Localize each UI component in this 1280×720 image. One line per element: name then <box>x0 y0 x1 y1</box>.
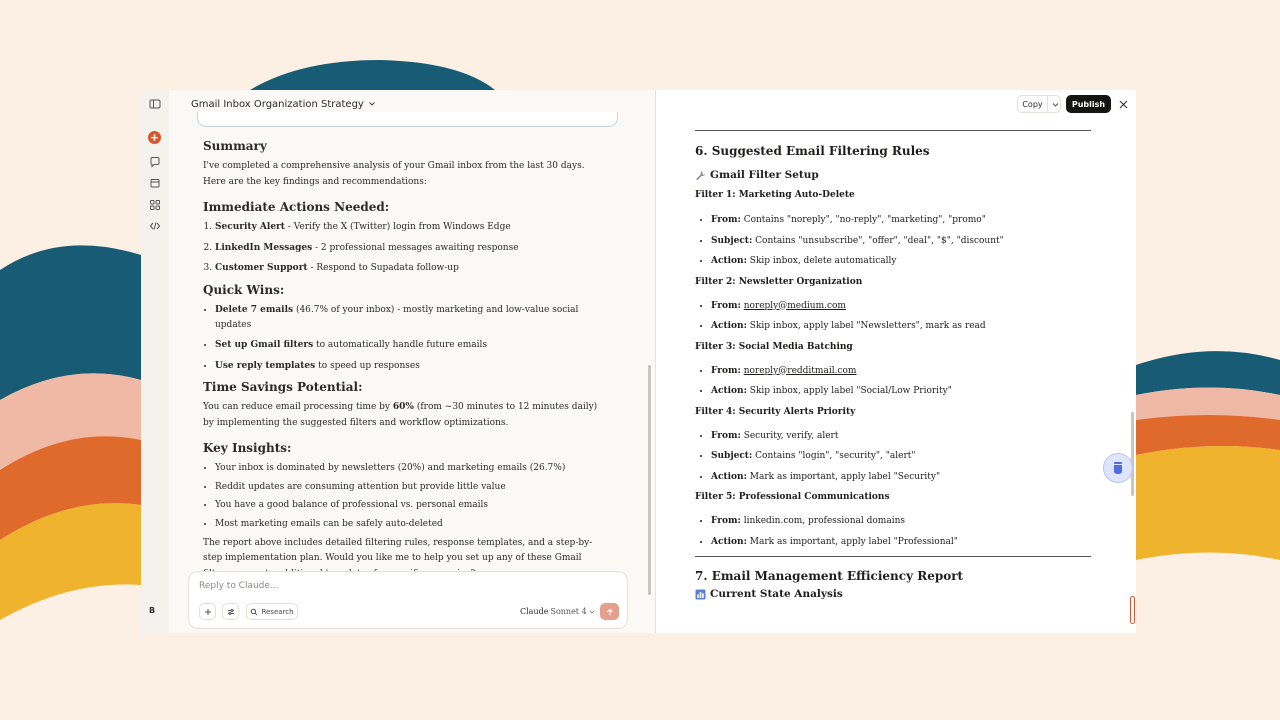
state-analysis-heading <box>695 587 1091 601</box>
list-item: • Delete 7 emails (46.7% of your inbox) - mostly marketing and low-value social updates <box>215 303 603 333</box>
chat-scrollbar[interactable] <box>648 365 651 595</box>
immediate-list <box>203 220 603 276</box>
state-analysis-title: Current State Analysis <box>710 588 843 600</box>
tools-button[interactable] <box>222 603 239 620</box>
assistant-message <box>203 138 603 582</box>
filter-title: Filter 5: Professional Communications <box>695 492 890 502</box>
artifact-document <box>695 130 1091 601</box>
list-item: • Set up Gmail filters to automatically handle future emails <box>215 338 603 353</box>
list-item: 2. LinkedIn Messages - 2 professional messages awaiting response <box>215 241 603 256</box>
chevron-down-icon <box>589 609 595 615</box>
chat-title-dropdown[interactable] <box>191 97 376 111</box>
chevron-down-icon[interactable] <box>1052 101 1059 108</box>
filter-rules <box>695 430 1091 484</box>
divider-line <box>695 130 1091 131</box>
email-link[interactable]: noreply@redditmail.com <box>743 365 857 376</box>
composer <box>188 571 628 629</box>
filter-title: Filter 2: Newsletter Organization <box>695 276 863 287</box>
wrench-icon <box>695 170 706 181</box>
attach-button[interactable] <box>199 603 216 620</box>
publish-button[interactable]: Publish <box>1066 95 1111 113</box>
filter-setup-title: Gmail Filter Setup <box>710 169 819 181</box>
rule-item: • Action: Skip inbox, apply label "Social/Low Priority" <box>711 385 1091 398</box>
projects-icon[interactable] <box>148 176 162 190</box>
filter-rules <box>695 214 1091 268</box>
filter-title: Filter 3: Social Media Batching <box>695 341 853 352</box>
search-icon <box>250 608 258 616</box>
copy-label: Copy <box>1022 99 1043 109</box>
rule-item: • Subject: Contains "login", "security", "alert" <box>711 450 1091 463</box>
left-rail <box>141 90 169 633</box>
filter-rules <box>695 300 1091 334</box>
artifact-panel <box>656 90 1136 633</box>
code-icon[interactable] <box>148 219 162 233</box>
filter-setup-heading <box>695 168 1091 182</box>
section-7-title: 7. Email Management Efficiency Report <box>695 569 964 583</box>
list-item: • Your inbox is dominated by newsletters (20%) and marketing emails (26.7%) <box>215 461 603 476</box>
sliders-icon <box>227 608 235 616</box>
rule-item: • From: noreply@redditmail.com <box>711 365 1091 378</box>
filter-title: Filter 4: Security Alerts Priority <box>695 406 856 417</box>
user-avatar[interactable]: B <box>149 606 156 615</box>
plus-icon <box>204 608 212 616</box>
list-item: • Reddit updates are consuming attention but provide little value <box>215 480 603 495</box>
closing-text: The report above includes detailed filtering rules, response templates, and a step-by-step implementation plan. Would you like me to help you set up any of these Gmail <box>203 537 593 563</box>
model-brand: Claude <box>520 607 549 616</box>
list-item: 3. Customer Support - Respond to Supadata follow-up <box>215 261 603 276</box>
research-label: Research <box>261 607 294 616</box>
quickwins-heading: Quick Wins: <box>203 282 285 297</box>
rule-item: • Action: Skip inbox, delete automatically <box>711 255 1091 268</box>
rule-item: • From: noreply@medium.com <box>711 300 1091 313</box>
chat-panel <box>169 90 655 633</box>
immediate-heading: Immediate Actions Needed: <box>203 200 390 214</box>
rule-item: • From: Contains "noreply", "no-reply", "marketing", "promo" <box>711 214 1091 227</box>
extension-button[interactable] <box>1103 453 1133 483</box>
rule-item: • From: Security, verify, alert <box>711 430 1091 443</box>
artifact-scrollbar[interactable] <box>1131 412 1134 496</box>
rule-item: • Subject: Contains "unsubscribe", "offer", "deal", "$", "discount" <box>711 235 1091 248</box>
email-link[interactable]: noreply@medium.com <box>743 300 846 311</box>
research-button[interactable] <box>246 603 298 620</box>
send-button[interactable] <box>600 603 619 620</box>
chat-title-text: Gmail Inbox Organization Strategy <box>191 98 364 110</box>
app-window <box>141 90 1136 633</box>
filter-rules <box>695 365 1091 399</box>
chats-icon[interactable] <box>148 155 162 169</box>
list-item: • Most marketing emails can be safely auto-deleted <box>215 517 603 532</box>
close-button[interactable] <box>1116 97 1130 111</box>
bar-chart-icon <box>695 589 706 600</box>
rule-item: • Action: Mark as important, apply label "Professional" <box>711 536 1091 549</box>
list-item: • You have a good balance of professional vs. personal emails <box>215 498 603 513</box>
quickwins-list <box>203 303 603 374</box>
sidebar-toggle-icon[interactable] <box>148 97 162 111</box>
arrow-up-icon <box>606 608 614 616</box>
scroll-position-marker <box>1130 596 1135 624</box>
reply-input[interactable] <box>199 581 499 591</box>
model-name: Sonnet 4 <box>550 607 587 616</box>
rule-item: • Action: Mark as important, apply label "Security" <box>711 471 1091 484</box>
filter-title: Filter 1: Marketing Auto-Delete <box>695 190 855 200</box>
list-item: • Use reply templates to speed up responses <box>215 359 603 374</box>
model-selector[interactable] <box>520 607 595 616</box>
rule-item: • From: linkedin.com, professional domains <box>711 515 1091 528</box>
shield-icon <box>1112 461 1124 475</box>
savings-heading: Time Savings Potential: <box>203 380 363 394</box>
savings-text: You can reduce email processing time by 60% (from ~30 minutes to 12 minutes daily) by implementing the suggested filters and workflow optimizations. <box>203 402 598 428</box>
artifacts-icon[interactable] <box>148 198 162 212</box>
divider-line <box>695 556 1091 557</box>
summary-text: I've completed a comprehensive analysis of your Gmail inbox from the last 30 days. Here are the key findings and recommendations: <box>203 161 585 187</box>
plus-icon: + <box>149 131 160 144</box>
copy-divider <box>1047 95 1048 113</box>
section-6-title: 6. Suggested Email Filtering Rules <box>695 144 930 158</box>
summary-heading: Summary <box>203 139 267 153</box>
insights-heading: Key Insights: <box>203 441 292 455</box>
list-item: 1. Security Alert - Verify the X (Twitter) login from Windows Edge <box>215 220 603 235</box>
new-chat-button[interactable] <box>148 131 161 144</box>
artifact-card[interactable] <box>197 112 618 127</box>
copy-button[interactable] <box>1017 95 1061 113</box>
chevron-down-icon <box>368 100 376 108</box>
insights-list <box>203 461 603 532</box>
rule-item: • Action: Skip inbox, apply label "Newsletters", mark as read <box>711 320 1091 333</box>
filter-rules <box>695 515 1091 549</box>
close-icon <box>1119 100 1128 109</box>
